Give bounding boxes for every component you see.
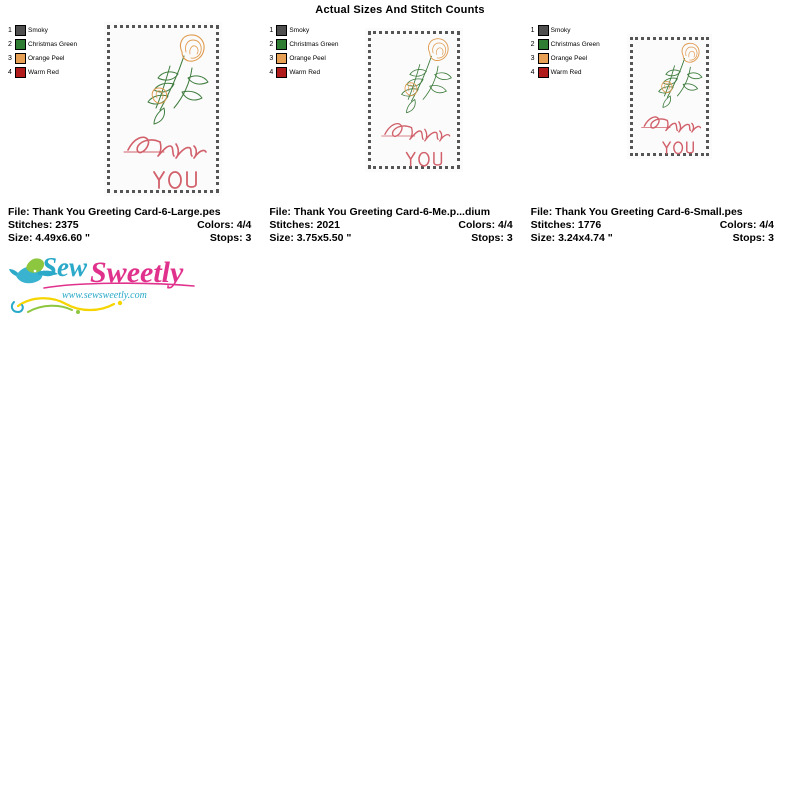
color-swatch (276, 67, 287, 78)
stitches-colors-line-small (531, 219, 792, 232)
stitches-colors-line-medium (269, 219, 530, 232)
color-name: Orange Peel (289, 55, 326, 62)
color-name: Christmas Green (28, 41, 78, 48)
stitches-count: Stitches: 1776 (530, 219, 602, 231)
color-swatch (15, 67, 26, 78)
color-index: 3 (269, 55, 274, 62)
color-index: 2 (269, 41, 274, 48)
design-size: Size: 3.24x4.74 " (530, 232, 613, 244)
color-row (531, 24, 627, 37)
design-card-small (531, 22, 792, 245)
color-swatch (538, 53, 549, 64)
color-row (531, 38, 627, 51)
preview-wrap (104, 22, 269, 196)
color-row (269, 24, 365, 37)
color-index: 2 (530, 41, 535, 48)
size-stops-line-small (531, 232, 792, 245)
file-name-large: File: Thank You Greeting Card-6-Large.pes (8, 206, 221, 218)
color-name: Warm Red (28, 69, 59, 76)
color-name: Orange Peel (550, 55, 588, 62)
color-swatch (15, 25, 26, 36)
size-stops-line-medium (269, 232, 530, 245)
color-name: Warm Red (289, 69, 321, 76)
stops-count: Stops: 3 (209, 232, 252, 244)
stops-count: Stops: 3 (471, 232, 513, 244)
color-swatch (276, 53, 287, 64)
color-row (531, 52, 627, 65)
logo-text-sweetly: Sweetly (90, 256, 184, 289)
color-swatch (538, 39, 549, 50)
color-list-small (531, 22, 627, 80)
color-row (269, 66, 365, 79)
designs-row (0, 22, 800, 245)
color-name: Christmas Green (550, 41, 600, 48)
color-swatch (538, 67, 549, 78)
design-preview-medium (365, 28, 463, 172)
color-row (8, 52, 104, 65)
design-body (269, 22, 530, 202)
file-name-small: File: Thank You Greeting Card-6-Small.pes (530, 206, 743, 218)
color-row (8, 38, 104, 51)
design-preview-small (627, 34, 712, 159)
logo-text-url: www.sewsweetly.com (62, 290, 147, 301)
design-card-medium (269, 22, 530, 245)
stitches-count: Stitches: 2021 (269, 219, 340, 231)
color-index: 1 (8, 27, 12, 34)
design-body (8, 22, 269, 202)
logo-text-sew: Sew (42, 252, 88, 282)
color-name: Smoky (289, 27, 310, 34)
floral-thank-you-artwork (365, 28, 463, 173)
color-name: Smoky (550, 27, 571, 34)
color-swatch (15, 53, 26, 64)
color-index: 1 (530, 27, 535, 34)
floral-thank-you-artwork (627, 34, 712, 159)
design-size: Size: 4.49x6.60 " (8, 232, 91, 244)
color-name: Warm Red (550, 69, 582, 76)
design-size: Size: 3.75x5.50 " (269, 232, 352, 244)
design-card-large (8, 22, 269, 245)
color-index: 4 (530, 69, 535, 76)
color-index: 1 (269, 27, 274, 34)
floral-thank-you-artwork (104, 22, 222, 196)
color-list-medium (269, 22, 365, 80)
color-row (8, 66, 104, 79)
color-name: Smoky (28, 27, 48, 34)
stitches-count: Stitches: 2375 (8, 219, 79, 231)
color-swatch (15, 39, 26, 50)
color-swatch (276, 39, 287, 50)
stitches-colors-line-large (8, 219, 269, 232)
preview-wrap (365, 22, 530, 172)
file-name-medium: File: Thank You Greeting Card-6-Me.p...dium (269, 206, 491, 218)
color-swatch (276, 25, 287, 36)
color-row (531, 66, 627, 79)
color-index: 3 (8, 55, 12, 62)
design-preview-large (104, 22, 222, 196)
colors-count: Colors: 4/4 (458, 219, 513, 231)
colors-count: Colors: 4/4 (719, 219, 774, 231)
color-swatch (538, 25, 549, 36)
color-row (8, 24, 104, 37)
preview-wrap (627, 22, 792, 159)
color-name: Orange Peel (28, 55, 65, 62)
color-index: 4 (8, 69, 12, 76)
colors-count: Colors: 4/4 (197, 219, 252, 231)
color-row (269, 52, 365, 65)
brand-logo (8, 242, 218, 320)
page-title: Actual Sizes And Stitch Counts (315, 4, 485, 16)
color-row (269, 38, 365, 51)
color-name: Christmas Green (289, 41, 339, 48)
color-list-large (8, 22, 104, 80)
color-index: 3 (530, 55, 535, 62)
design-body (531, 22, 792, 202)
color-index: 4 (269, 69, 274, 76)
sew-sweetly-logo-svg (8, 242, 218, 320)
color-index: 2 (8, 41, 12, 48)
stops-count: Stops: 3 (732, 232, 774, 244)
